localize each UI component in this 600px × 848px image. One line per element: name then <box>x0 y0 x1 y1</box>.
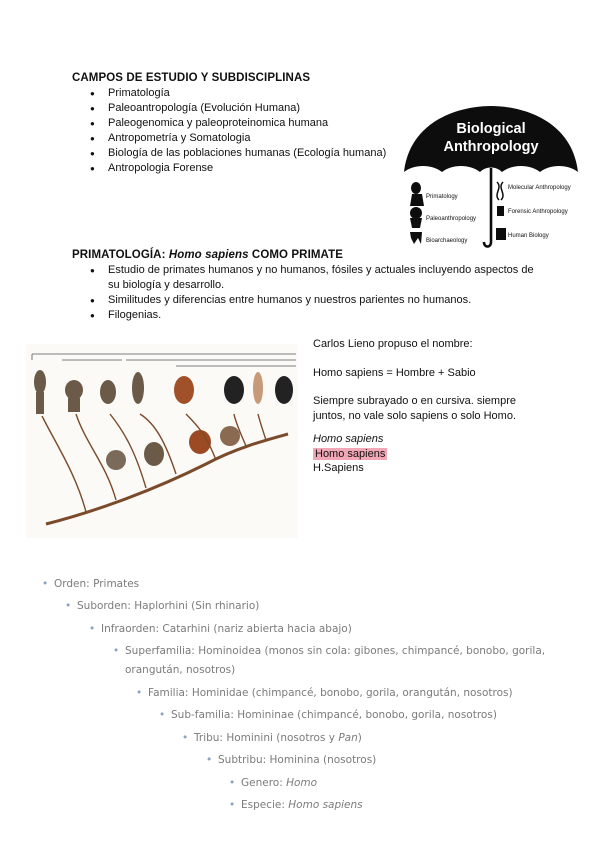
primatology-list <box>74 263 534 323</box>
list-item: ● Antropometría y Somatologia <box>74 131 404 146</box>
note-line-2: Homo sapiens = Hombre + Sabio <box>313 366 476 379</box>
taxonomy-suborden: • Suborden: Haplorhini (Sin rhinario) <box>77 598 259 614</box>
umbrella-title-line2: Anthropology <box>443 139 539 155</box>
highlighted-example: Homo sapiens <box>315 447 386 460</box>
list-item: ● Filogenias. <box>74 308 534 323</box>
list-item: ● Antropologia Forense <box>74 161 404 176</box>
taxonomy-subtribu: • Subtribu: Hominina (nosotros) <box>218 752 376 768</box>
taxonomy-infraorden: • Infraorden: Catarhini (nariz abierta hacia abajo) <box>101 621 352 637</box>
note-line-3: Siempre subrayado o en cursiva. siempre juntos, no vale solo sapiens o solo Homo. <box>313 395 517 422</box>
list-item: ● Paleoantropología (Evolución Humana) <box>74 101 404 116</box>
primate-phylogeny-figure <box>26 344 298 538</box>
umbrella-label-primatology: Primatology <box>426 194 458 200</box>
umbrella-title-line1: Biological <box>456 121 526 137</box>
section-title-primatologia: PRIMATOLOGÍA: Homo sapiens COMO PRIMATE <box>72 249 343 261</box>
umbrella-label-bioarchaeology: Bioarchaeology <box>426 238 468 244</box>
italic-example: Homo sapiens <box>313 433 384 445</box>
phylogeny-tree-icon <box>26 344 298 538</box>
umbrella-label-paleoanthropology: Paleoanthropology <box>426 216 477 222</box>
list-item: ● Estudio de primates humanos y no humanos, fósiles y actuales incluyendo aspectos de su biología y desarrollo. <box>74 263 534 293</box>
taxonomy-subfamilia: • Sub-familia: Homininae (chimpancé, bonobo, gorila, nosotros) <box>171 707 497 723</box>
taxonomy-superfamilia: • Superfamilia: Hominoidea (monos sin cola: gibones, chimpancé, bonobo, gorila, <box>125 643 545 659</box>
list-item: ● Biología de las poblaciones humanas (Ecología humana) <box>74 146 404 161</box>
umbrella-label-molecular: Molecular Anthropology <box>508 185 571 191</box>
notes-block <box>313 337 533 476</box>
list-item: ● Paleogenomica y paleoproteinomica humana <box>74 116 404 131</box>
umbrella-label-forensic: Forensic Anthropology <box>508 209 568 215</box>
plain-example: H.Sapiens <box>313 462 364 474</box>
biological-anthropology-umbrella <box>400 102 582 250</box>
taxonomy-especie: • Especie: Homo sapiens <box>241 797 363 813</box>
taxonomy-genero: • Genero: Homo <box>241 775 317 791</box>
note-line-1: Carlos Lieno propuso el nombre: <box>313 338 473 350</box>
umbrella-label-human-biology: Human Biology <box>508 233 549 239</box>
list-item: ● Primatología <box>74 86 404 101</box>
section-title-campos: CAMPOS DE ESTUDIO Y SUBDISCIPLINAS <box>72 72 311 84</box>
taxonomy-superfamilia-cont: orangután, nosotros) <box>125 664 236 676</box>
subdisciplines-list <box>74 86 404 176</box>
list-item: ● Similitudes y diferencias entre humanos y nuestros parientes no humanos. <box>74 293 534 308</box>
taxonomy-orden: • Orden: Primates <box>54 576 139 592</box>
taxonomy-familia: • Familia: Hominidae (chimpancé, bonobo, gorila, orangután, nosotros) <box>148 685 513 701</box>
taxonomy-tribu: • Tribu: Hominini (nosotros y Pan) <box>194 730 362 746</box>
